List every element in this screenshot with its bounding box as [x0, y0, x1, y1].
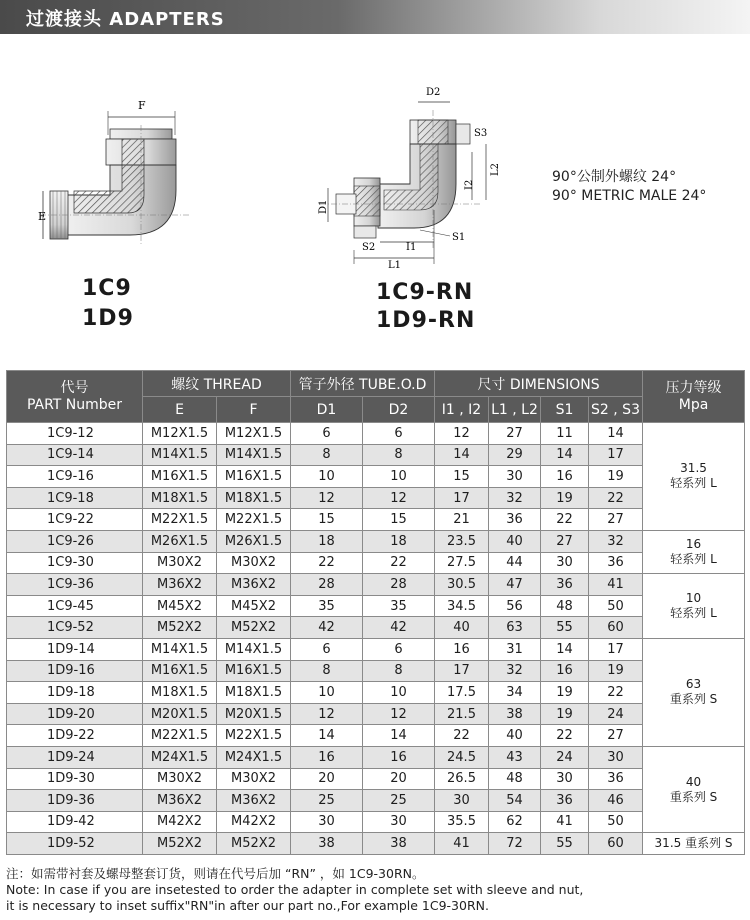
- section-header: [0, 0, 750, 34]
- table-row: [7, 444, 745, 466]
- table-cell: 14: [291, 725, 363, 747]
- table-cell: 18: [363, 530, 435, 552]
- note-en-1: Note: In case if you are insetested to order the adapter in complete set with sleeve and nut,: [6, 882, 584, 897]
- table-cell: 30: [291, 811, 363, 833]
- table-cell: 36: [489, 509, 541, 531]
- header-d2: D2: [363, 397, 435, 423]
- table-cell: 36: [589, 552, 643, 574]
- table-cell: M52X2: [217, 617, 291, 639]
- pressure-series: 重系列 S: [669, 692, 718, 707]
- table-row: [7, 574, 745, 596]
- table-cell: M42X2: [217, 811, 291, 833]
- table-cell: 27: [541, 530, 589, 552]
- table-cell: M22X1.5: [143, 725, 217, 747]
- table-row: [7, 682, 745, 704]
- table-cell: M18X1.5: [143, 487, 217, 509]
- table-cell: 36: [541, 790, 589, 812]
- table-cell: M36X2: [217, 790, 291, 812]
- table-cell: 1C9-16: [7, 466, 143, 488]
- table-cell: 21.5: [435, 703, 489, 725]
- dim-i2-label: I2: [464, 179, 475, 190]
- pressure-rating-cell: [643, 574, 745, 639]
- header-pressure: 压力等级 Mpa: [643, 371, 745, 423]
- table-row: [7, 811, 745, 833]
- table-cell: M36X2: [217, 574, 291, 596]
- dim-s1-label: S1: [452, 232, 466, 243]
- header-s2-s3: S2 , S3: [589, 397, 643, 423]
- table-row: [7, 487, 745, 509]
- table-cell: M30X2: [143, 768, 217, 790]
- table-cell: 1D9-16: [7, 660, 143, 682]
- table-cell: M20X1.5: [143, 703, 217, 725]
- table-cell: M14X1.5: [143, 638, 217, 660]
- table-cell: 8: [363, 660, 435, 682]
- table-cell: 19: [541, 487, 589, 509]
- table-cell: 38: [363, 833, 435, 855]
- table-cell: 41: [541, 811, 589, 833]
- table-cell: M30X2: [217, 768, 291, 790]
- table-cell: 1D9-42: [7, 811, 143, 833]
- table-cell: 1C9-45: [7, 595, 143, 617]
- table-cell: 12: [363, 487, 435, 509]
- table-cell: M22X1.5: [217, 509, 291, 531]
- table-cell: 32: [489, 660, 541, 682]
- table-cell: 55: [541, 617, 589, 639]
- table-cell: 56: [489, 595, 541, 617]
- table-cell: 17: [435, 487, 489, 509]
- dim-e-label: E: [38, 210, 47, 223]
- table-cell: 28: [291, 574, 363, 596]
- table-cell: 35.5: [435, 811, 489, 833]
- table-cell: M22X1.5: [217, 725, 291, 747]
- table-cell: 32: [589, 530, 643, 552]
- spec-table-body: [7, 423, 745, 855]
- table-cell: 30: [541, 552, 589, 574]
- table-cell: 12: [435, 423, 489, 445]
- table-cell: 40: [435, 617, 489, 639]
- pressure-rating-cell: [643, 638, 745, 746]
- note-cn: 注：如需带衬套及螺母整套订货，则请在代号后加 “RN” ，如 1C9-30RN。: [6, 866, 425, 881]
- table-cell: M26X1.5: [143, 530, 217, 552]
- header-thread: 螺纹 THREAD: [143, 371, 291, 397]
- table-cell: 26.5: [435, 768, 489, 790]
- table-cell: 14: [541, 638, 589, 660]
- header-d1: D1: [291, 397, 363, 423]
- table-cell: 12: [291, 487, 363, 509]
- header-part-number: 代号 PART Number: [7, 371, 143, 423]
- table-cell: M45X2: [143, 595, 217, 617]
- table-cell: M36X2: [143, 574, 217, 596]
- table-cell: 30.5: [435, 574, 489, 596]
- table-row: [7, 617, 745, 639]
- table-cell: 27: [589, 725, 643, 747]
- header-s1: S1: [541, 397, 589, 423]
- pressure-rating-cell: [643, 530, 745, 573]
- table-cell: 6: [291, 638, 363, 660]
- table-cell: 29: [489, 444, 541, 466]
- product-description: [552, 168, 706, 206]
- pressure-series: 重系列 S: [669, 789, 718, 804]
- table-row: [7, 725, 745, 747]
- table-cell: 21: [435, 509, 489, 531]
- table-cell: 25: [291, 790, 363, 812]
- table-cell: 63: [489, 617, 541, 639]
- table-cell: M22X1.5: [143, 509, 217, 531]
- table-row: [7, 746, 745, 768]
- table-cell: M52X2: [143, 617, 217, 639]
- table-cell: 60: [589, 617, 643, 639]
- header-f: F: [217, 397, 291, 423]
- model-label-1c9-rn: 1C9-RN: [376, 280, 474, 305]
- table-cell: 1D9-24: [7, 746, 143, 768]
- pressure-value: 10: [685, 591, 702, 606]
- order-notes: [6, 866, 746, 914]
- table-cell: 16: [291, 746, 363, 768]
- table-cell: 38: [291, 833, 363, 855]
- table-cell: 14: [589, 423, 643, 445]
- table-cell: 19: [589, 466, 643, 488]
- table-cell: 38: [489, 703, 541, 725]
- table-cell: 32: [489, 487, 541, 509]
- table-row: [7, 466, 745, 488]
- table-cell: 34.5: [435, 595, 489, 617]
- table-row: [7, 552, 745, 574]
- dim-d2-label: D2: [426, 87, 441, 98]
- pressure-series: 轻系列 L: [670, 552, 717, 567]
- table-cell: M42X2: [143, 811, 217, 833]
- model-label-1d9: 1D9: [82, 306, 134, 331]
- table-row: [7, 768, 745, 790]
- table-cell: 8: [291, 660, 363, 682]
- table-cell: 43: [489, 746, 541, 768]
- table-row: [7, 703, 745, 725]
- table-cell: 10: [363, 682, 435, 704]
- pressure-rating-cell: [643, 746, 745, 832]
- table-cell: 6: [363, 423, 435, 445]
- dim-f-label: F: [138, 99, 146, 112]
- table-cell: 1D9-30: [7, 768, 143, 790]
- table-cell: 36: [541, 574, 589, 596]
- table-cell: 40: [489, 530, 541, 552]
- header-e: E: [143, 397, 217, 423]
- table-cell: 15: [435, 466, 489, 488]
- table-cell: M14X1.5: [217, 638, 291, 660]
- pressure-rating-cell: [643, 423, 745, 531]
- table-cell: M20X1.5: [217, 703, 291, 725]
- table-cell: 40: [489, 725, 541, 747]
- pressure-series: 轻系列 L: [670, 476, 717, 491]
- table-cell: 35: [291, 595, 363, 617]
- model-label-1c9: 1C9: [82, 276, 132, 301]
- table-cell: 22: [363, 552, 435, 574]
- table-cell: 1C9-26: [7, 530, 143, 552]
- table-cell: M24X1.5: [217, 746, 291, 768]
- table-cell: M52X2: [143, 833, 217, 855]
- table-cell: M14X1.5: [217, 444, 291, 466]
- table-cell: M14X1.5: [143, 444, 217, 466]
- table-cell: 1C9-22: [7, 509, 143, 531]
- table-cell: 24: [589, 703, 643, 725]
- table-cell: M16X1.5: [217, 660, 291, 682]
- table-cell: 20: [363, 768, 435, 790]
- table-cell: 48: [541, 595, 589, 617]
- table-cell: 41: [589, 574, 643, 596]
- pressure-series: 轻系列 L: [670, 606, 717, 621]
- table-cell: 48: [489, 768, 541, 790]
- table-cell: 62: [489, 811, 541, 833]
- table-cell: M52X2: [217, 833, 291, 855]
- table-cell: 72: [489, 833, 541, 855]
- table-row: [7, 423, 745, 445]
- pressure-value: 31.5 重系列 S: [654, 836, 733, 851]
- pressure-rating-cell: [643, 833, 745, 855]
- table-cell: 30: [541, 768, 589, 790]
- header-dimensions: 尺寸 DIMENSIONS: [435, 371, 643, 397]
- table-cell: 28: [363, 574, 435, 596]
- table-row: [7, 530, 745, 552]
- table-cell: 19: [589, 660, 643, 682]
- table-cell: 17: [589, 444, 643, 466]
- table-cell: M26X1.5: [217, 530, 291, 552]
- table-cell: 25: [363, 790, 435, 812]
- elbow-rn-drawing: [310, 80, 510, 270]
- table-row: [7, 638, 745, 660]
- table-cell: 15: [291, 509, 363, 531]
- table-cell: 1C9-36: [7, 574, 143, 596]
- dim-s3-label: S3: [474, 128, 488, 139]
- table-cell: 47: [489, 574, 541, 596]
- table-cell: 17.5: [435, 682, 489, 704]
- table-cell: 10: [291, 682, 363, 704]
- table-cell: 1C9-30: [7, 552, 143, 574]
- table-cell: 27: [589, 509, 643, 531]
- table-cell: M16X1.5: [143, 466, 217, 488]
- table-cell: 16: [435, 638, 489, 660]
- table-cell: 1D9-52: [7, 833, 143, 855]
- table-cell: 27.5: [435, 552, 489, 574]
- table-row: [7, 833, 745, 855]
- table-cell: 30: [363, 811, 435, 833]
- table-cell: 1D9-18: [7, 682, 143, 704]
- table-cell: M18X1.5: [217, 487, 291, 509]
- table-row: [7, 595, 745, 617]
- table-cell: 1C9-52: [7, 617, 143, 639]
- dim-s2-label: S2: [362, 242, 376, 253]
- table-cell: 1D9-20: [7, 703, 143, 725]
- header-i1-i2: I1 , I2: [435, 397, 489, 423]
- pressure-value: 63: [685, 677, 702, 692]
- table-cell: 1C9-18: [7, 487, 143, 509]
- header-l1-l2: L1 , L2: [489, 397, 541, 423]
- table-cell: 31: [489, 638, 541, 660]
- table-cell: 12: [291, 703, 363, 725]
- table-cell: 50: [589, 811, 643, 833]
- table-cell: 17: [435, 660, 489, 682]
- table-row: [7, 509, 745, 531]
- table-cell: 30: [435, 790, 489, 812]
- table-cell: 22: [541, 509, 589, 531]
- section-title: 过渡接头 ADAPTERS: [26, 9, 225, 30]
- pressure-value: 40: [685, 774, 702, 789]
- table-cell: 10: [291, 466, 363, 488]
- table-cell: 44: [489, 552, 541, 574]
- table-cell: 1C9-12: [7, 423, 143, 445]
- table-cell: 34: [489, 682, 541, 704]
- table-cell: 22: [589, 487, 643, 509]
- table-cell: 17: [589, 638, 643, 660]
- table-cell: 16: [541, 466, 589, 488]
- table-cell: M45X2: [217, 595, 291, 617]
- elbow-adapter-drawing: [40, 95, 200, 260]
- table-cell: 11: [541, 423, 589, 445]
- table-cell: M24X1.5: [143, 746, 217, 768]
- table-cell: 14: [363, 725, 435, 747]
- table-cell: 35: [363, 595, 435, 617]
- description-cn: 90°公制外螺纹 24°: [552, 169, 677, 185]
- table-cell: M16X1.5: [143, 660, 217, 682]
- dim-l2-label: L2: [490, 162, 501, 176]
- table-cell: 24.5: [435, 746, 489, 768]
- table-cell: 27: [489, 423, 541, 445]
- table-cell: 19: [541, 703, 589, 725]
- table-cell: 22: [589, 682, 643, 704]
- dim-d1-label: D1: [318, 199, 329, 214]
- note-en-2: it is necessary to inset suffix"RN"in after our part no.,For example 1C9-30RN.: [6, 898, 489, 913]
- table-cell: 23.5: [435, 530, 489, 552]
- table-cell: 55: [541, 833, 589, 855]
- table-cell: M30X2: [143, 552, 217, 574]
- table-cell: 50: [589, 595, 643, 617]
- model-label-1d9-rn: 1D9-RN: [376, 308, 476, 333]
- table-cell: M18X1.5: [143, 682, 217, 704]
- table-cell: 14: [435, 444, 489, 466]
- table-cell: 60: [589, 833, 643, 855]
- table-cell: 12: [363, 703, 435, 725]
- table-cell: M30X2: [217, 552, 291, 574]
- table-cell: 41: [435, 833, 489, 855]
- table-cell: 1D9-14: [7, 638, 143, 660]
- table-cell: 16: [363, 746, 435, 768]
- description-en: 90° METRIC MALE 24°: [552, 188, 707, 204]
- table-cell: M18X1.5: [217, 682, 291, 704]
- table-cell: 1D9-22: [7, 725, 143, 747]
- dim-i1-label: I1: [406, 242, 417, 253]
- table-cell: 8: [291, 444, 363, 466]
- table-cell: 14: [541, 444, 589, 466]
- table-cell: 30: [589, 746, 643, 768]
- table-cell: 1D9-36: [7, 790, 143, 812]
- table-cell: 6: [291, 423, 363, 445]
- table-cell: 42: [291, 617, 363, 639]
- spec-table: [6, 370, 745, 855]
- table-row: [7, 790, 745, 812]
- table-cell: 30: [489, 466, 541, 488]
- table-cell: 18: [291, 530, 363, 552]
- table-cell: M12X1.5: [217, 423, 291, 445]
- pressure-value: 16: [685, 537, 702, 552]
- table-cell: 24: [541, 746, 589, 768]
- table-cell: 1C9-14: [7, 444, 143, 466]
- table-cell: 42: [363, 617, 435, 639]
- table-cell: 22: [291, 552, 363, 574]
- table-cell: 19: [541, 682, 589, 704]
- table-cell: 15: [363, 509, 435, 531]
- table-cell: M36X2: [143, 790, 217, 812]
- table-cell: M12X1.5: [143, 423, 217, 445]
- pressure-value: 31.5: [680, 461, 707, 476]
- table-cell: 22: [435, 725, 489, 747]
- table-cell: 8: [363, 444, 435, 466]
- table-cell: 54: [489, 790, 541, 812]
- table-cell: 22: [541, 725, 589, 747]
- table-cell: 46: [589, 790, 643, 812]
- table-cell: 36: [589, 768, 643, 790]
- table-row: [7, 660, 745, 682]
- table-cell: 20: [291, 768, 363, 790]
- table-cell: 16: [541, 660, 589, 682]
- dim-l1-label: L1: [388, 260, 402, 271]
- header-tube-od: 管子外径 TUBE.O.D: [291, 371, 435, 397]
- table-cell: M16X1.5: [217, 466, 291, 488]
- table-cell: 10: [363, 466, 435, 488]
- table-cell: 6: [363, 638, 435, 660]
